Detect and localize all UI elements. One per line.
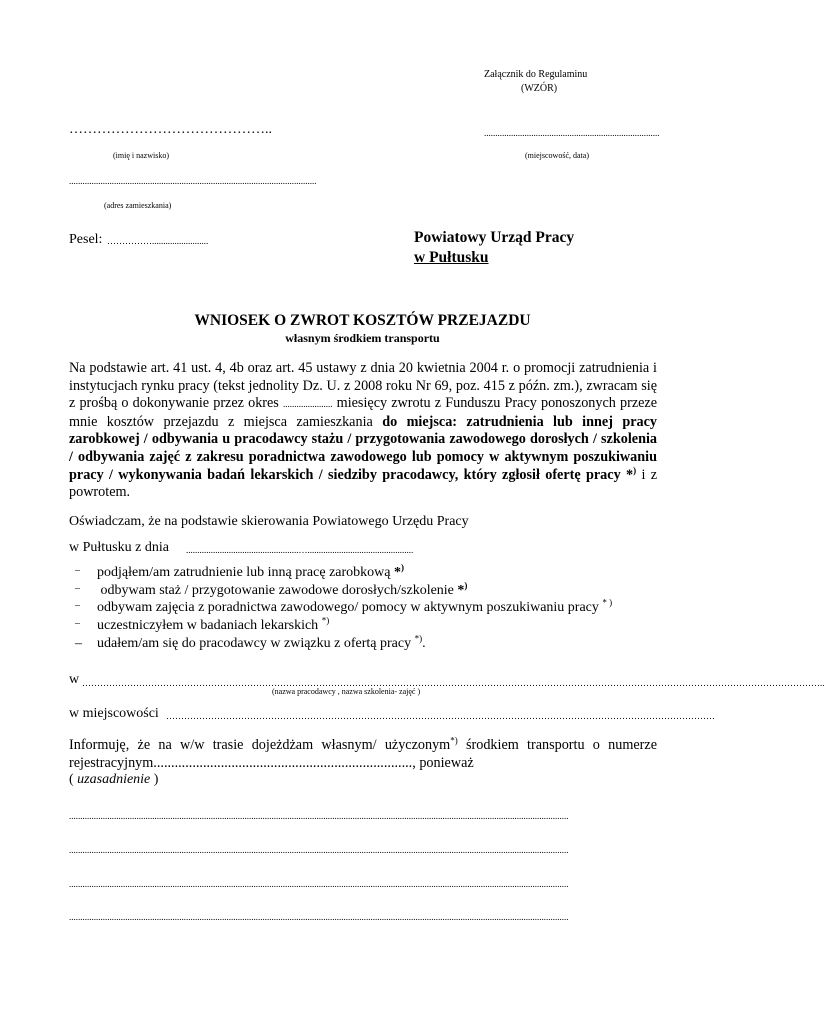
- vehicle-sup: *): [450, 735, 458, 746]
- request-star: *: [626, 466, 634, 483]
- vehicle-text-1: Informuję, że na w/w trasie dojeżdżam własnym/ użyczonym: [69, 737, 451, 753]
- option-medical[interactable]: [75, 615, 330, 634]
- option-employment[interactable]: [75, 562, 404, 581]
- justification-heading: [69, 772, 158, 788]
- option-text: odbywam staż / przygotowanie zawodowe dorosłych/szkolenie: [97, 583, 454, 598]
- justification-open-paren: (: [69, 772, 74, 787]
- option-star: *: [457, 583, 465, 598]
- option-sup: ): [464, 580, 468, 591]
- option-internship[interactable]: [75, 580, 468, 599]
- request-paragraph: [69, 360, 657, 502]
- option-text: udałem/am się do pracodawcy w związku z ofertą pracy: [97, 636, 412, 651]
- place-date-dots[interactable]: ..............................................................................: [484, 128, 660, 138]
- justification-close-paren: ): [153, 772, 159, 787]
- option-dash: –: [75, 583, 80, 594]
- request-text-part-1: Na podstawie art. 41 ust. 4, 4b oraz art. 45 ustawy z dnia 20 kwietnia 2004 r. o promocji zatrudnienia i instytucjach rynku pracy (tekst jednolity Dz. U. z 2008 roku Nr 69, poz. 415 z późn. zm.), zwracam się z prośbą o dokonywanie przez okres: [69, 360, 657, 412]
- option-sup: * ): [602, 597, 613, 608]
- option-employer-visit[interactable]: [75, 633, 426, 652]
- months-field[interactable]: ......................: [283, 399, 333, 410]
- name-dots[interactable]: ……………………………………..: [69, 122, 272, 137]
- declaration-text: Oświadczam, że na podstawie skierowania Powiatowego Urzędu Pracy: [69, 514, 469, 529]
- form-title: WNIOSEK O ZWROT KOSZTÓW PRZEJAZDU: [194, 312, 531, 329]
- option-counselling[interactable]: [75, 597, 613, 616]
- address-dots[interactable]: ..............................................................................................................: [69, 176, 317, 186]
- request-star-sup: ): [633, 464, 637, 475]
- employer-prefix: w: [69, 672, 80, 687]
- place-date-label: (miejscowość, data): [525, 151, 589, 160]
- justification-line-4[interactable]: ..............................................................................................................................................................................................................................: [69, 912, 569, 922]
- justification-label: uzasadnienie: [77, 772, 151, 787]
- request-text-part-2: miesięcy zwrotu z Funduszu Pracy ponoszonych przeze mnie kosztów przejazdu z miejsca zamieszkania: [69, 395, 658, 430]
- option-sup: *): [414, 633, 423, 644]
- option-end: .: [422, 636, 426, 651]
- option-dash: –: [75, 600, 80, 611]
- option-text: uczestniczyłem w badaniach lekarskich: [97, 618, 319, 633]
- pesel-label: Pesel:: [69, 232, 103, 247]
- pesel-dots[interactable]: …………….........................: [107, 236, 209, 246]
- request-text-end: i z powrotem.: [69, 466, 658, 501]
- locality-dots[interactable]: …………………………………………………………………………………………………………………………………………………………………: [166, 711, 715, 721]
- attachment-line-2: (WZÓR): [521, 83, 558, 94]
- option-sup: ): [401, 562, 404, 573]
- option-dash: –: [75, 565, 80, 576]
- vehicle-paragraph: [69, 737, 657, 772]
- recipient-line-2: w Pułtusku: [414, 249, 489, 266]
- option-star: *: [394, 565, 401, 580]
- vehicle-text-2: środkiem transportu o numerze rejestracyjnym........................................................................., ponieważ: [69, 737, 657, 771]
- name-label: (imię i nazwisko): [113, 151, 169, 160]
- option-dash: –: [75, 618, 80, 629]
- date-label: w Pułtusku z dnia: [69, 540, 169, 555]
- option-text: podjąłem/am zatrudnienie lub inną pracę zarobkową: [97, 565, 391, 580]
- employer-caption: (nazwa pracodawcy , nazwa szkolenia- zajęć ): [272, 687, 421, 696]
- option-sup: *): [321, 615, 330, 626]
- option-text: odbywam zajęcia z poradnictwa zawodowego/ pomocy w aktywnym poszukiwaniu pracy: [97, 600, 599, 615]
- request-destinations: do miejsca: zatrudnienia lub innej pracy zarobkowej / odbywania u pracodawcy stażu / przygotowania zawodowego dorosłych / szkolenia / odbywania zajęć z zakresu poradnictwa zawodowego lub pomocy w aktywnym poszukiwaniu pracy / wykonywania badań lekarskich / siedziby pracodawcy, który zgłosił ofertę pracy: [69, 413, 657, 483]
- recipient-line-1: Powiatowy Urząd Pracy: [414, 229, 575, 246]
- date-dots[interactable]: ..................................................…...............................................: [186, 545, 414, 555]
- locality-label: w miejscowości: [69, 706, 159, 721]
- justification-line-3[interactable]: ..............................................................................................................................................................................................................................: [69, 879, 569, 889]
- employer-dots[interactable]: …………………………………………………………………………………………………………………………………………………………………………………………………………………………..: [82, 678, 825, 688]
- justification-line-2[interactable]: ..............................................................................................................................................................................................................................: [69, 845, 569, 855]
- form-subtitle: własnym środkiem transportu: [285, 331, 440, 345]
- address-label: (adres zamieszkania): [104, 201, 172, 210]
- justification-line-1[interactable]: ..............................................................................................................................................................................................................................: [69, 811, 569, 821]
- attachment-line-1: Załącznik do Regulaminu: [484, 69, 588, 80]
- option-dash: –: [75, 636, 82, 651]
